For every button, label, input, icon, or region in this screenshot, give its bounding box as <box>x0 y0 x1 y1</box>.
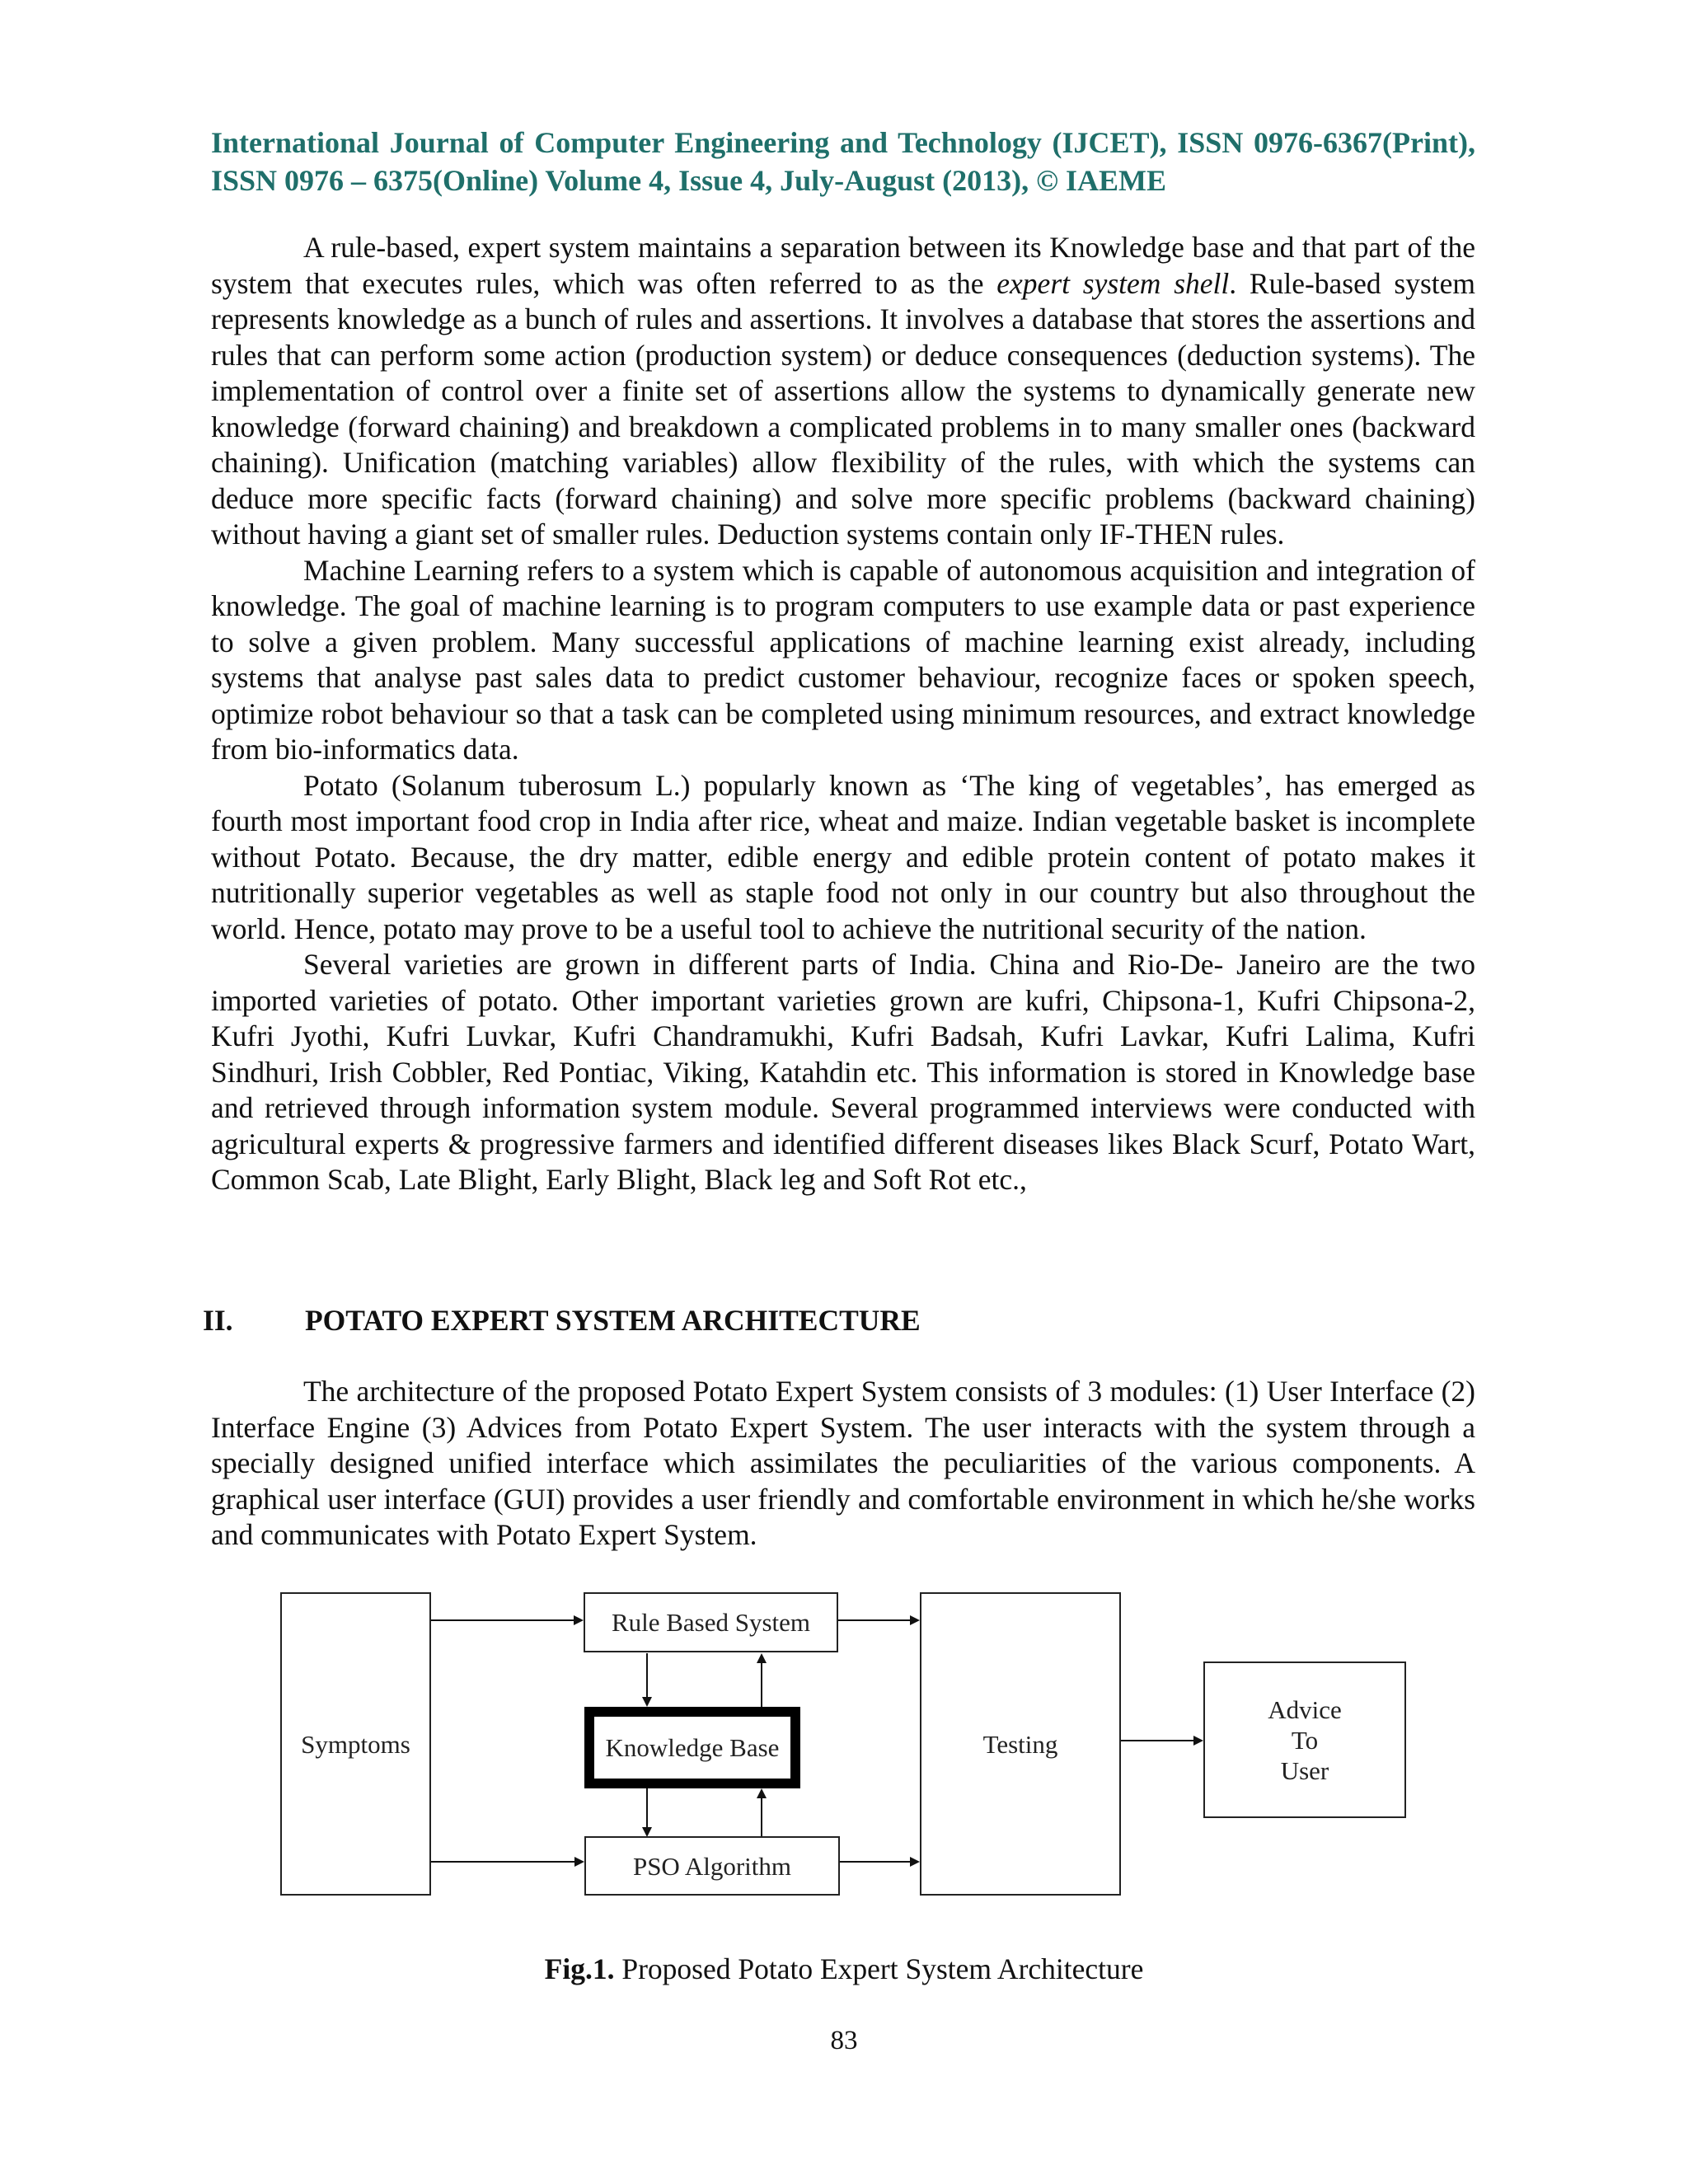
testing-label: Testing <box>982 1729 1058 1759</box>
advice-label-line2: To <box>1291 1725 1319 1755</box>
figure-caption-label: Fig.1. <box>544 1952 615 1985</box>
paragraph-rule-based <box>211 230 1475 553</box>
knowledge-base-label: Knowledge Base <box>605 1733 780 1762</box>
advice-to-user-box <box>1203 1661 1406 1818</box>
advice-label-line3: User <box>1280 1755 1329 1785</box>
section-heading <box>203 1302 1472 1338</box>
journal-header: International Journal of Computer Engineering and Technology (IJCET), ISSN 0976-6367(Print), ISSN 0976 – 6375(Online) Volume 4, Issue 4, July-August (2013), © IAEME <box>211 126 1475 197</box>
paragraph-architecture: The architecture of the proposed Potato Expert System consists of 3 modules: (1) User Interface (2) Interface Engine (3) Advices from Potato Expert System. The user interacts with the system through a specially designed unified interface which assimilates the peculiarities of the various components. A graphical user interface (GUI) provides a user friendly and comfortable environment in which he/she works and communicates with Potato Expert System. <box>211 1375 1475 1551</box>
knowledge-base-box <box>584 1707 800 1788</box>
paragraph-machine-learning: Machine Learning refers to a system which is capable of autonomous acquisition and integration of knowledge. The goal of machine learning is to program computers to use example data or past experience to solve a given problem. Many successful applications of machine learning exist already, including systems that analyse past sales data to predict customer behaviour, recognize faces or spoken speech, optimize robot behaviour so that a task can be completed using minimum resources, and extract knowledge from bio-informatics data. <box>211 553 1475 766</box>
section-number: II. <box>203 1304 233 1337</box>
section-body <box>211 1374 1475 1554</box>
advice-label-line1: Advice <box>1268 1694 1342 1724</box>
page-number: 83 <box>830 2026 858 2055</box>
expert-system-shell-term: expert system shell <box>996 266 1230 300</box>
figure-caption-text: Proposed Potato Expert System Architecture <box>614 1952 1144 1985</box>
paragraph-rule-based-start: A rule-based, expert system maintains a separation between its Knowledge base and that part of the system that executes rules, which was often referred to as the <box>211 231 1475 300</box>
paragraph-varieties: Several varieties are grown in different parts of India. China and Rio-De- Janeiro are the two imported varieties of potato. Other important varieties grown are kufri, Chipsona-1, Kufri Chipsona-2, Kufri Jyothi, Kufri Luvkar, Kufri Chandramukhi, Kufri Badsah, Kufri Lavkar, Kufri Lalima, Kufri Sindhuri, Irish Cobbler, Red Pontiac, Viking, Katahdin etc. This information is stored in Knowledge base and retrieved through information system module. Several programmed interviews were conducted with agricultural experts & progressive farmers and identified different diseases likes Black Scurf, Potato Wart, Common Scab, Late Blight, Early Blight, Black leg and Soft Rot etc., <box>211 948 1475 1196</box>
symptoms-label: Symptoms <box>301 1729 410 1759</box>
architecture-diagram <box>272 1582 1426 1912</box>
testing-box <box>920 1592 1121 1896</box>
section-title: POTATO EXPERT SYSTEM ARCHITECTURE <box>305 1304 921 1337</box>
rule-based-system-box <box>584 1592 838 1652</box>
symptoms-box <box>280 1592 431 1896</box>
figure-caption <box>0 1952 1688 1986</box>
paragraph-rule-based-end: . Rule-based system represents knowledge as a bunch of rules and assertions. It involves a database that stores the assertions and rules that can perform some action (production system) or deduce consequences (deduction systems). The implementation of control over a finite set of assertions allow the systems to dynamically generate new knowledge (forward chaining) and breakdown a complicated problems in to many smaller ones (backward chaining). Unification (matching variables) allow flexibility of the rules, with which the systems can deduce more specific facts (forward chaining) and solve more specific problems (backward chaining) without having a giant set of smaller rules. Deduction systems contain only IF-THEN rules. <box>211 266 1475 551</box>
rule-based-system-label: Rule Based System <box>611 1608 811 1637</box>
intro-body <box>211 230 1475 1198</box>
pso-algorithm-box <box>584 1836 840 1896</box>
paragraph-potato: Potato (Solanum tuberosum L.) popularly known as ‘The king of vegetables’, has emerged as fourth most important food crop in India after rice, wheat and maize. Indian vegetable basket is incomplete without Potato. Because, the dry matter, edible energy and edible protein content of potato makes it nutritionally superior vegetables as well as staple food not only in our country but also throughout the world. Hence, potato may prove to be a useful tool to achieve the nutritional security of the nation. <box>211 768 1475 945</box>
pso-algorithm-label: PSO Algorithm <box>632 1851 792 1881</box>
